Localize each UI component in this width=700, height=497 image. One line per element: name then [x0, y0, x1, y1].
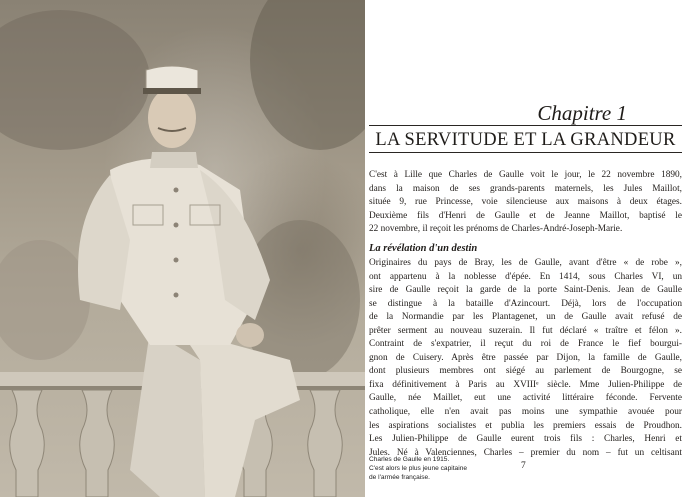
text-line: les aspirations socialistes et publia les premiers essais de Proudhon. [369, 420, 682, 431]
text-line: Originaires du pays de Bray, les de Gaulle, avant d'être « de robe », [369, 258, 682, 268]
text-line: Les Julien-Philippe de Gaulle eurent trois fils : Charles, Henri et [369, 434, 682, 445]
caption-line: Charles de Gaulle en 1915. [369, 456, 450, 463]
text-line: prêter serment au nouveau suzerain. Il fut déclaré « traître et félon ». [369, 325, 682, 336]
text-line: de la Normandie par les Plantagenet, un de Gaulle avait refusé de [369, 312, 682, 323]
text-line: se distingue à la bataille d'Azincourt. Déjà, lors de l'occupation [369, 298, 682, 309]
text-line: sire de Gaulle reçoit la garde de la porte Saint-Denis. Jean de Gaulle [369, 285, 682, 296]
text-line: Jules. Né à Valenciennes, Charles – premier du nom – fut un celtisant [369, 447, 682, 458]
chapter-label: Chapitre 1 [537, 101, 627, 125]
page-number: 7 [521, 461, 526, 471]
title-rule-bottom [369, 152, 682, 153]
caption-line: de l'armée française. [369, 474, 430, 481]
caption-line: C'est alors le plus jeune capitaine [369, 465, 468, 472]
text-line: Contraint de s'expatrier, il reçut du roi de France le fief bourgui- [369, 339, 682, 350]
text-line: Gaulle, née Maillet, eut une activité littéraire féconde. Fervente [369, 393, 682, 404]
text-line: C'est à Lille que Charles de Gaulle voit le jour, le 22 novembre 1890, [369, 170, 682, 180]
title-rule-top [369, 125, 682, 126]
text-line: fixa définitivement à Paris au XVIIIᵉ siècle. Mme Julien-Philippe de [369, 379, 682, 390]
chapter-title: LA SERVITUDE ET LA GRANDEUR [375, 130, 676, 150]
section-subheading: La révélation d'un destin [369, 243, 478, 254]
text-line: ont appartenu à la noblesse d'épée. En 1414, sous Charles VI, un [369, 271, 682, 282]
text-line: gnon de Cuisery. Après être passée par Dijon, la famille de Gaulle, [369, 352, 682, 363]
text-line: dans la maison de ses grands-parents maternels, les Jules Maillot, [369, 183, 682, 194]
text-line: dont plusieurs membres ont siégé au parlement de Bourgogne, se [369, 366, 682, 377]
body-paragraph [369, 257, 682, 460]
text-line: Deuxième fils d'Henri de Gaulle et de Jeanne Maillot, baptisé le [369, 210, 682, 221]
text-line: 22 novembre, il reçoit les prénoms de Charles-André-Joseph-Marie. [369, 224, 623, 235]
intro-paragraph [369, 169, 682, 237]
text-line: catholique, elle n'en avait pas moins une sympathie avouée pour [369, 407, 682, 418]
text-line: située 9, rue Princesse, voie silencieuse aux maisons à deux étages. [369, 197, 682, 208]
